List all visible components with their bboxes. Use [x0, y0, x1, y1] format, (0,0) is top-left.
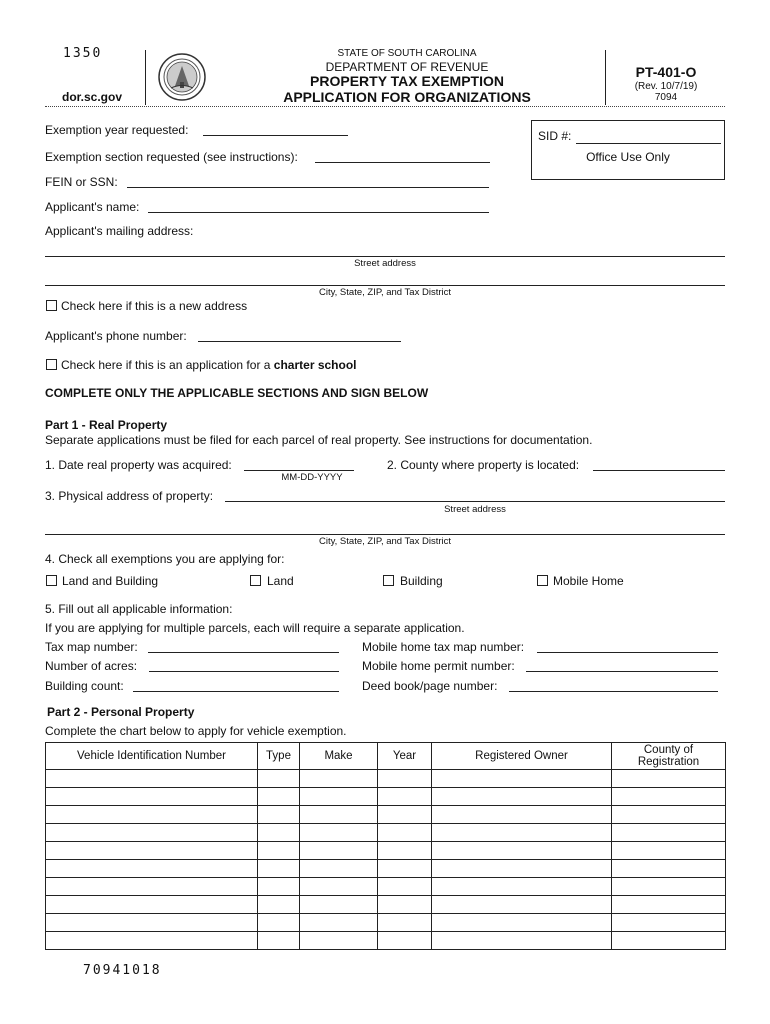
table-cell[interactable] — [300, 932, 378, 950]
department-name: DEPARTMENT OF REVENUE — [325, 60, 489, 74]
table-cell[interactable] — [378, 824, 432, 842]
table-cell[interactable] — [46, 824, 258, 842]
instructions-heading: COMPLETE ONLY THE APPLICABLE SECTIONS AND SIGN BELOW — [45, 386, 429, 400]
mailing-city-field[interactable] — [45, 285, 725, 286]
table-row — [46, 932, 726, 950]
phone-field[interactable] — [198, 341, 401, 342]
table-cell[interactable] — [300, 896, 378, 914]
table-cell[interactable] — [378, 806, 432, 824]
table-cell[interactable] — [612, 932, 726, 950]
deed-label: Deed book/page number: — [362, 679, 498, 693]
building-count-field[interactable] — [133, 691, 339, 692]
date-acquired-field[interactable] — [244, 470, 354, 471]
building-count-label: Building count: — [45, 679, 124, 693]
state-seal-icon — [157, 52, 207, 102]
table-row — [46, 788, 726, 806]
exemption-year-field[interactable] — [203, 135, 348, 136]
table-cell[interactable] — [378, 770, 432, 788]
col-make: Make — [300, 743, 378, 770]
charter-school-checkbox[interactable] — [46, 359, 57, 370]
office-use-label: Office Use Only — [586, 150, 670, 164]
table-cell[interactable] — [258, 788, 300, 806]
table-cell[interactable] — [432, 860, 612, 878]
building-checkbox[interactable] — [383, 575, 394, 586]
table-row — [46, 896, 726, 914]
table-cell[interactable] — [300, 770, 378, 788]
mailing-address-label: Applicant's mailing address: — [45, 224, 194, 238]
sid-field[interactable] — [576, 143, 721, 144]
table-cell[interactable] — [612, 914, 726, 932]
table-cell[interactable] — [612, 878, 726, 896]
deed-field[interactable] — [509, 691, 718, 692]
land-checkbox[interactable] — [250, 575, 261, 586]
state-name: STATE OF SOUTH CAROLINA — [337, 48, 477, 59]
table-row — [46, 878, 726, 896]
table-cell[interactable] — [46, 788, 258, 806]
col-type: Type — [258, 743, 300, 770]
exemption-section-label: Exemption section requested (see instructions): — [45, 150, 298, 164]
table-cell[interactable] — [46, 770, 258, 788]
table-cell[interactable] — [258, 914, 300, 932]
table-row — [46, 914, 726, 932]
form-title-line1: PROPERTY TAX EXEMPTION — [310, 73, 504, 89]
mh-permit-field[interactable] — [526, 671, 718, 672]
mailing-city-caption: City, State, ZIP, and Tax District — [319, 287, 451, 298]
table-cell[interactable] — [612, 770, 726, 788]
part1-note: Separate applications must be filed for each parcel of real property. See instructions for documentation. — [45, 433, 593, 447]
table-cell[interactable] — [612, 824, 726, 842]
table-cell[interactable] — [612, 896, 726, 914]
building-label: Building — [400, 574, 443, 588]
col-owner: Registered Owner — [432, 743, 612, 770]
table-cell[interactable] — [300, 860, 378, 878]
table-cell[interactable] — [378, 878, 432, 896]
physical-street-field[interactable] — [225, 501, 725, 502]
table-cell[interactable] — [378, 842, 432, 860]
table-cell[interactable] — [432, 896, 612, 914]
table-cell[interactable] — [258, 860, 300, 878]
table-cell[interactable] — [378, 914, 432, 932]
table-cell[interactable] — [432, 806, 612, 824]
mobile-home-label: Mobile Home — [553, 574, 624, 588]
table-cell[interactable] — [300, 824, 378, 842]
part2-note: Complete the chart below to apply for vehicle exemption. — [45, 724, 347, 738]
table-cell[interactable] — [258, 932, 300, 950]
table-cell[interactable] — [612, 806, 726, 824]
table-row — [46, 824, 726, 842]
acres-label: Number of acres: — [45, 659, 138, 673]
table-cell[interactable] — [432, 932, 612, 950]
table-cell[interactable] — [258, 806, 300, 824]
table-cell[interactable] — [612, 788, 726, 806]
table-cell[interactable] — [300, 914, 378, 932]
header-rule — [45, 106, 725, 107]
table-row — [46, 806, 726, 824]
table-row — [46, 842, 726, 860]
table-cell[interactable] — [612, 860, 726, 878]
charter-label-bold: charter school — [273, 358, 357, 372]
office-use-box — [531, 120, 725, 180]
exemption-section-field[interactable] — [315, 162, 490, 163]
part1-heading: Part 1 - Real Property — [45, 418, 168, 432]
mh-tax-map-field[interactable] — [537, 652, 718, 653]
applicant-name-label: Applicant's name: — [45, 200, 140, 214]
table-row — [46, 860, 726, 878]
land-and-building-label: Land and Building — [62, 574, 159, 588]
col-vin: Vehicle Identification Number — [46, 743, 258, 770]
col-county: County of Registration — [612, 743, 726, 770]
form-code: 1350 — [63, 46, 103, 61]
table-cell[interactable] — [46, 932, 258, 950]
sid-label: SID #: — [538, 129, 572, 143]
table-cell[interactable] — [612, 842, 726, 860]
charter-label-prefix: Check here if this is an application for a — [61, 358, 271, 372]
table-cell[interactable] — [432, 914, 612, 932]
fill-info-label: 5. Fill out all applicable information: — [45, 602, 233, 616]
date-acquired-label: 1. Date real property was acquired: — [45, 458, 232, 472]
table-cell[interactable] — [378, 932, 432, 950]
fein-label: FEIN or SSN: — [45, 175, 118, 189]
table-cell[interactable] — [378, 860, 432, 878]
county-field[interactable] — [593, 470, 725, 471]
table-cell[interactable] — [378, 788, 432, 806]
table-cell[interactable] — [46, 860, 258, 878]
physical-city-caption: City, State, ZIP, and Tax District — [319, 536, 451, 547]
website: dor.sc.gov — [62, 90, 123, 104]
form-id: 7094 — [654, 92, 678, 103]
col-year: Year — [378, 743, 432, 770]
table-cell[interactable] — [432, 878, 612, 896]
table-cell[interactable] — [46, 806, 258, 824]
exemption-year-label: Exemption year requested: — [45, 123, 189, 137]
county-label: 2. County where property is located: — [387, 458, 580, 472]
land-and-building-checkbox[interactable] — [46, 575, 57, 586]
physical-street-caption: Street address — [444, 504, 506, 515]
form-number: PT-401-O — [635, 64, 697, 80]
table-cell[interactable] — [258, 896, 300, 914]
table-cell[interactable] — [258, 842, 300, 860]
form-title-line2: APPLICATION FOR ORGANIZATIONS — [283, 89, 531, 105]
vehicle-table — [45, 742, 726, 950]
table-cell[interactable] — [258, 824, 300, 842]
exemptions-label: 4. Check all exemptions you are applying for: — [45, 552, 285, 566]
applicant-name-field[interactable] — [148, 212, 489, 213]
table-cell[interactable] — [258, 878, 300, 896]
mobile-home-checkbox[interactable] — [537, 575, 548, 586]
new-address-label: Check here if this is a new address — [61, 299, 248, 313]
table-cell[interactable] — [46, 878, 258, 896]
mailing-street-field[interactable] — [45, 256, 725, 257]
acres-field[interactable] — [149, 671, 339, 672]
physical-city-field[interactable] — [45, 534, 725, 535]
new-address-checkbox[interactable] — [46, 300, 57, 311]
footer-code: 70941018 — [83, 963, 162, 978]
table-row — [46, 770, 726, 788]
land-label: Land — [267, 574, 294, 588]
header-divider-left — [145, 50, 146, 105]
multi-parcel-note: If you are applying for multiple parcels, each will require a separate application. — [45, 621, 465, 635]
table-cell[interactable] — [432, 824, 612, 842]
charter-school-label — [61, 358, 357, 372]
table-cell[interactable] — [46, 896, 258, 914]
table-cell[interactable] — [46, 914, 258, 932]
table-cell[interactable] — [300, 878, 378, 896]
table-cell[interactable] — [378, 896, 432, 914]
fein-field[interactable] — [127, 187, 489, 188]
mh-permit-label: Mobile home permit number: — [362, 659, 515, 673]
table-cell[interactable] — [300, 842, 378, 860]
date-format-caption: MM-DD-YYYY — [281, 472, 343, 483]
table-cell[interactable] — [432, 770, 612, 788]
mailing-street-caption: Street address — [354, 258, 416, 269]
table-cell[interactable] — [432, 788, 612, 806]
table-cell[interactable] — [300, 788, 378, 806]
tax-map-label: Tax map number: — [45, 640, 138, 654]
table-cell[interactable] — [300, 806, 378, 824]
tax-map-field[interactable] — [148, 652, 339, 653]
table-cell[interactable] — [258, 770, 300, 788]
part2-heading: Part 2 - Personal Property — [47, 705, 195, 719]
form-revision: (Rev. 10/7/19) — [634, 81, 698, 92]
phone-label: Applicant's phone number: — [45, 329, 187, 343]
vehicle-table-header — [46, 743, 726, 770]
mh-tax-map-label: Mobile home tax map number: — [362, 640, 525, 654]
physical-address-label: 3. Physical address of property: — [45, 489, 214, 503]
table-cell[interactable] — [432, 842, 612, 860]
table-cell[interactable] — [46, 842, 258, 860]
